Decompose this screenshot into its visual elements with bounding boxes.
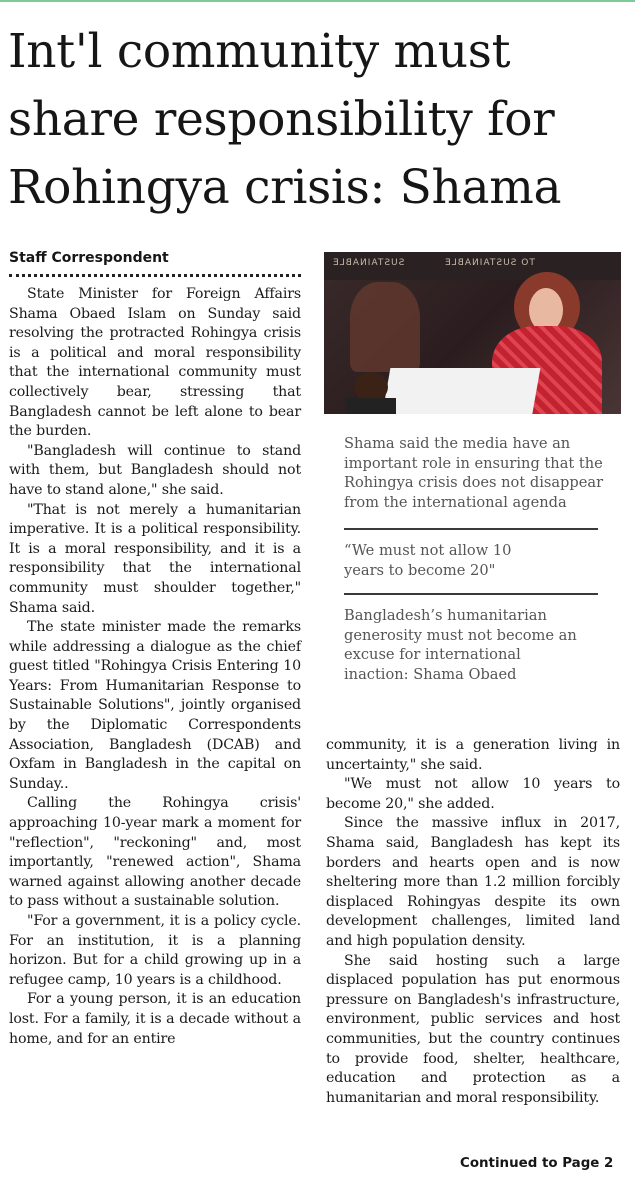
photo-banner xyxy=(324,252,621,280)
byline-divider xyxy=(9,274,301,277)
news-photo xyxy=(324,252,621,414)
paragraph: "For a government, it is a policy cycle. For an institution, it is a planning horizon. But for a child growing up in a refugee camp, 10 years is a childhood. xyxy=(9,913,301,988)
banner-text-right: TO SUSTAINABLE xyxy=(444,258,535,268)
highlight-text: Bangladesh’s humanitarian generosity must not become an excuse for international inaction: Shama Obaed xyxy=(344,607,577,683)
continued-link[interactable]: Continued to Page 2 xyxy=(460,1156,614,1171)
caption-rule xyxy=(344,528,598,530)
top-rule xyxy=(0,0,635,2)
highlight-block xyxy=(344,606,584,684)
podium xyxy=(382,368,541,414)
byline: Staff Correspondent xyxy=(9,250,169,266)
quote-rule xyxy=(344,593,598,595)
paragraph: "That is not merely a humanitarian imperative. It is a political responsibility. It is a moral responsibility, and it is a responsibility that the international community must shoulder together," Shama said. xyxy=(9,501,301,616)
paragraph: "We must not allow 10 years to become 20," she added. xyxy=(326,776,620,812)
screen-figure xyxy=(350,282,420,372)
headline: Int'l community must share responsibility for Rohingya crisis: Shama xyxy=(8,24,562,215)
paragraph: Calling the Rohingya crisis' approaching 10-year mark a moment for "reflection", "reckoning" and, most importantly, "renewed action", Shama warned against allowing another decade to pass without a sustainable solution. xyxy=(9,795,301,910)
aide-body xyxy=(346,398,396,414)
photo-caption: Shama said the media have an important role in ensuring that the Rohingya crisis does not disappear from the international agenda xyxy=(344,435,604,511)
right-column xyxy=(326,736,620,1108)
pull-quote-block xyxy=(344,541,544,580)
paragraph: community, it is a generation living in uncertainty," she said. xyxy=(326,737,620,773)
paragraph: State Minister for Foreign Affairs Shama Obaed Islam on Sunday said resolving the protracted Rohingya crisis is a political and moral responsibility that the international community must collectively bear, stressing that Bangladesh cannot be left alone to bear the burden. xyxy=(9,286,301,440)
paragraph: For a young person, it is an education lost. For a family, it is a decade without a home, and for an entire xyxy=(9,991,301,1047)
left-column xyxy=(9,248,301,1049)
paragraph: Since the massive influx in 2017, Shama said, Bangladesh has kept its borders and hearts open and is now sheltering more than 1.2 million forcibly displaced Rohingyas despite its own development challenges, limited land and high population density. xyxy=(326,815,620,949)
paragraph: "Bangladesh will continue to stand with them, but Bangladesh should not have to stand alone," she said. xyxy=(9,442,301,498)
photo-caption-block xyxy=(344,434,626,512)
pull-quote: “We must not allow 10 years to become 20" xyxy=(344,542,512,579)
left-body xyxy=(9,285,301,1049)
banner-text-left: SUSTAINABLE xyxy=(332,258,405,268)
paragraph: She said hosting such a large displaced population has put enormous pressure on Bangladesh's infrastructure, environment, public services and host communities, but the country continues to provide food, shelter, healthcare, education and protection as a humanitarian and moral responsibility. xyxy=(326,952,620,1106)
paragraph: The state minister made the remarks while addressing a dialogue as the chief guest titled "Rohingya Crisis Entering 10 Years: From Humanitarian Response to Sustainable Solutions", jointly organised by the Diplomatic Correspondents Association, Bangladesh (DCAB) and Oxfam in Bangladesh in the capital on Sunday.. xyxy=(9,619,301,792)
